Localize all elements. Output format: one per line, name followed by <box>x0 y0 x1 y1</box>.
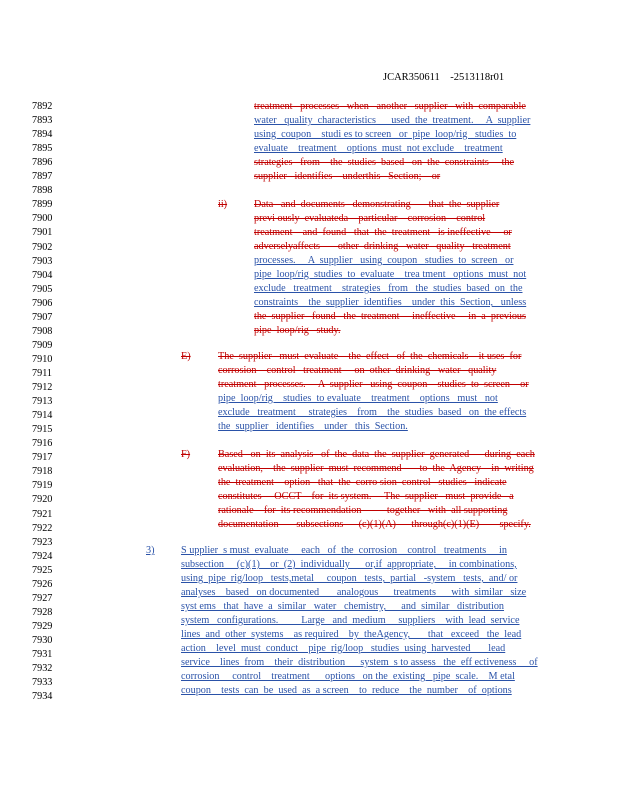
line-number: 7907 <box>32 311 53 323</box>
line-number: 7893 <box>32 115 53 126</box>
line-number: 7921 <box>32 508 53 520</box>
line-number: 7927 <box>32 592 53 604</box>
revision-id: -2513118r01 <box>450 72 505 83</box>
text-line-7922: documentation subsections (c)(1)(A) through(c)(1)(E) specify. <box>218 519 531 530</box>
text-line-7905: exclude treatment strategies from the studies based on the <box>254 283 523 294</box>
text-line-7892: treatment processes when another supplier with comparable <box>254 101 526 112</box>
line-number: 7929 <box>32 620 53 632</box>
text-line-7901: treatment and found that the treatment is ineffective or <box>254 227 512 238</box>
line-number: 7934 <box>32 691 53 703</box>
line-number: 7919 <box>32 480 53 492</box>
text-line-7912: treatment processes. A supplier using coupon studies to screen or <box>218 379 529 390</box>
line-number: 7905 <box>32 283 53 295</box>
text-line-7928: syst ems that have a similar water chemistry, and similar distribution <box>181 601 505 612</box>
line-number: 7909 <box>32 339 53 351</box>
line-number: 7923 <box>32 536 53 548</box>
text-line-7900: previ ously evaluateda particular corrosion control <box>254 213 486 224</box>
line-number: 7912 <box>32 382 53 393</box>
line-number: 7922 <box>32 522 53 534</box>
line-number: 7901 <box>32 227 53 239</box>
text-line-7910: The supplier must evaluate the effect of the chemicals it uses for <box>218 351 522 362</box>
line-number: 7899 <box>32 199 53 211</box>
line-number: 7916 <box>32 438 53 450</box>
line-number: 7906 <box>32 297 53 309</box>
text-line-7925: subsection (c)(1) or (2) individually or,if appropriate, in combinations, <box>181 559 517 570</box>
text-line-7906: constraints the supplier identifies under this Section, unless <box>254 297 527 308</box>
document-id: JCAR350611 <box>383 72 440 83</box>
text-line-7918: evaluation, the supplier must recommend to the Agency in writing <box>218 463 534 474</box>
line-number: 7900 <box>32 213 53 225</box>
text-line-7897: supplier identifies underthis Section; or <box>254 171 441 182</box>
text-line-7913: pipe loop/rig studies to evaluate treatment options must not <box>218 393 498 404</box>
line-number: 7902 <box>32 241 53 253</box>
line-number: 7904 <box>32 269 53 281</box>
text-line-7894: using coupon studi es to screen or pipe loop/rig studies to <box>254 129 517 140</box>
line-number: 7908 <box>32 325 53 337</box>
line-number: 7915 <box>32 424 53 436</box>
text-line-7903: processes. A supplier using coupon studies to screen or <box>254 255 514 266</box>
text-line-7934: coupon tests can be used as a screen to reduce the number of options <box>181 685 512 696</box>
page-header <box>383 72 504 83</box>
line-number: 7895 <box>32 143 53 155</box>
line-number: 7913 <box>32 396 53 408</box>
text-line-7907: the supplier found the treatment ineffective in a previous <box>254 311 526 322</box>
text-line-7921: rationale for its recommendation together with all supporting <box>218 505 508 516</box>
line-number: 7926 <box>32 578 53 590</box>
line-number: 7918 <box>32 466 53 478</box>
paragraph-marker-3: 3) <box>146 545 155 556</box>
item-marker-ii: ii) <box>218 199 228 210</box>
text-line-7933: corrosion control treatment options on the existing pipe scale. M etal <box>181 671 515 682</box>
text-line-7931: action level must conduct pipe rig/loop studies using harvested lead <box>181 643 506 654</box>
item-marker-f: F) <box>181 449 191 460</box>
text-line-7929: system configurations. Large and medium suppliers with lead service <box>181 615 520 626</box>
text-line-7932: service lines from their distribution system s to assess the eff ectiveness of <box>181 657 538 668</box>
line-number: 7917 <box>32 452 53 464</box>
line-number: 7924 <box>32 550 53 562</box>
text-line-7930: lines and other systems as required by theAgency, that exceed the lead <box>181 629 522 640</box>
text-line-7920: constitutes OCCT for its system. The supplier must provide a <box>218 491 514 502</box>
line-number: 7910 <box>32 353 53 365</box>
line-number: 7930 <box>32 634 53 646</box>
text-line-7924: S upplier s must evaluate each of the corrosion control treatments in <box>181 545 507 556</box>
line-number: 7903 <box>32 255 53 267</box>
line-number: 7898 <box>32 185 53 197</box>
text-line-7904: pipe loop/rig studies to evaluate trea tment options must not <box>254 269 527 280</box>
line-number: 7894 <box>32 129 53 141</box>
item-marker-e: E) <box>181 351 191 362</box>
text-line-7914: exclude treatment strategies from the studies based on the effects <box>218 407 527 418</box>
text-line-7893: water quality characteristics used the treatment. A supplier <box>254 115 531 126</box>
line-number: 7931 <box>32 649 53 660</box>
line-number: 7897 <box>32 171 53 183</box>
line-number: 7933 <box>32 677 53 689</box>
text-line-7899: Data and documents demonstrating that the supplier <box>254 199 500 210</box>
line-number: 7911 <box>32 367 52 379</box>
text-line-7902: adverselyaffects other drinking water quality treatment <box>254 241 511 252</box>
text-line-7926: using pipe rig/loop tests,metal coupon tests, partial -system tests, and/ or <box>181 573 518 584</box>
text-line-7915: the supplier identifies under this Section. <box>218 421 408 432</box>
text-line-7896: strategies from the studies based on the constraints the <box>254 157 515 168</box>
text-line-7895: evaluate treatment options must not exclude treatment <box>254 143 503 154</box>
text-line-7911: corrosion control treatment on other drinking water quality <box>218 365 497 376</box>
text-line-7927: analyses based on documented analogous treatments with similar size <box>181 587 527 598</box>
text-line-7917: Based on its analysis of the data the supplier generated during each <box>218 449 535 460</box>
text-line-7908: pipe loop/rig study. <box>254 325 341 336</box>
text-line-7919: the treatment option that the corro sion control studies indicate <box>218 477 507 488</box>
line-number: 7914 <box>32 410 53 422</box>
line-number: 7932 <box>32 663 53 674</box>
line-number: 7925 <box>32 564 53 576</box>
line-number: 7892 <box>32 101 53 112</box>
line-number: 7896 <box>32 157 53 169</box>
line-number: 7920 <box>32 494 53 506</box>
line-number: 7928 <box>32 606 53 618</box>
